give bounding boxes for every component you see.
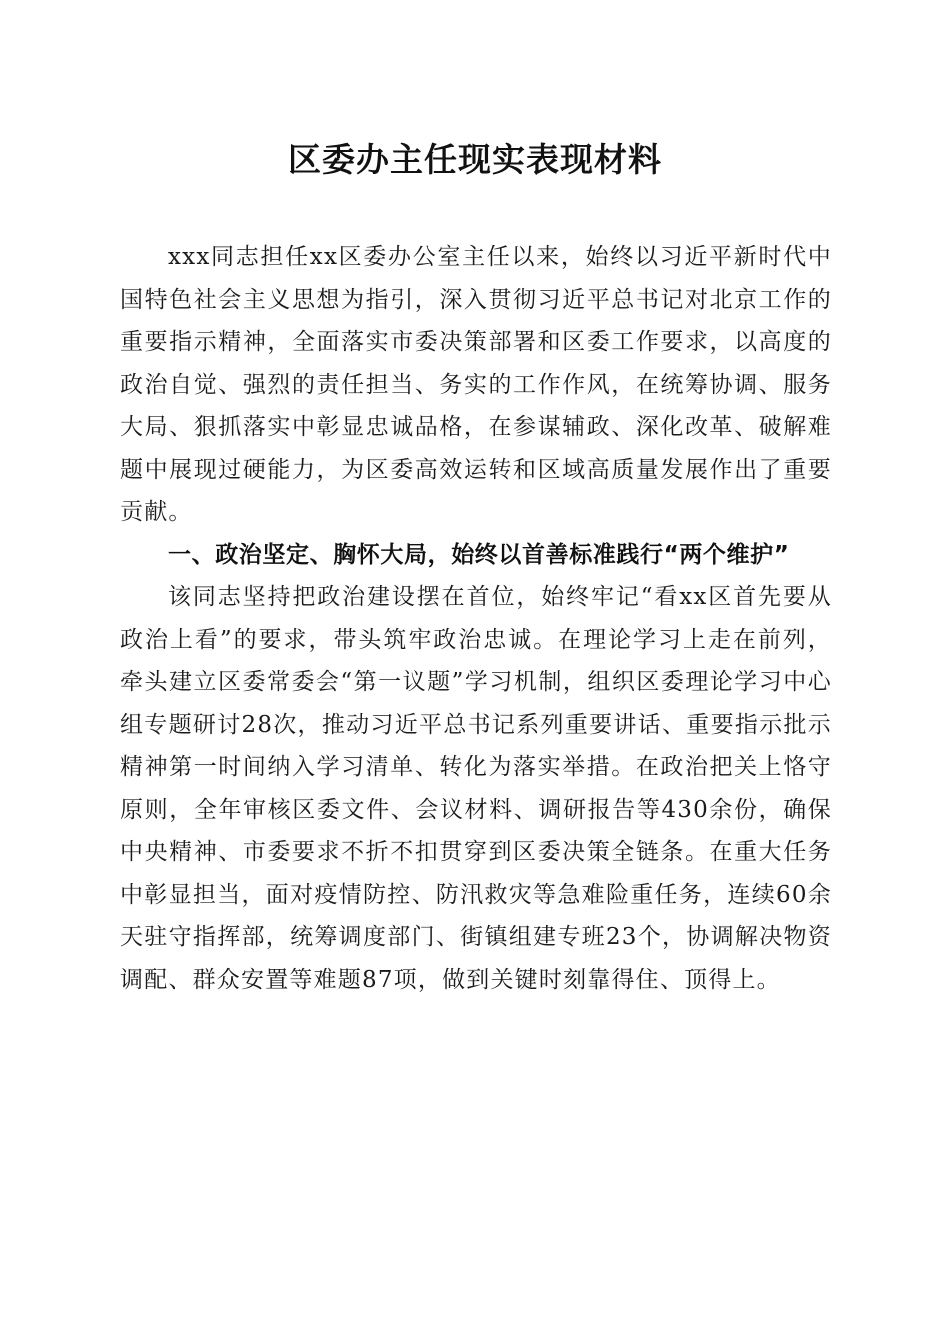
document-title: 区委办主任现实表现材料: [288, 140, 662, 179]
section-paragraph-1: 该同志坚持把政治建设摆在首位，始终牢记“看xx区首先要从政治上看”的要求，带头筑牢政治忠诚。在理论学习上走在前列，牵头建立区委常委会“第一议题”学习机制，组织区委理论学习中心组专题研讨28次，推动习近平总书记系列重要讲话、重要指示批示精神第一时间纳入学习清单、转化为落实举措。在政治把关上恪守原则，全年审核区委文件、会议材料、调研报告等430余份，确保中央精神、市委要求不折不扣贯穿到区委决策全链条。在重大任务中彰显担当，面对疫情防控、防汛救灾等急难险重任务，连续60余天驻守指挥部，统筹调度部门、街镇组建专班23个，协调解决物资调配、群众安置等难题87项，做到关键时刻靠得住、顶得上。: [120, 584, 832, 993]
intro-paragraph: xxx同志担任xx区委办公室主任以来，始终以习近平新时代中国特色社会主义思想为指引，深入贯彻习近平总书记对北京工作的重要指示精神，全面落实市委决策部署和区委工作要求，以高度的政治自觉、强烈的责任担当、务实的工作作风，在统筹协调、服务大局、狠抓落实中彰显忠诚品格，在参谋辅政、深化改革、破解难题中展现过硬能力，为区委高效运转和区域高质量发展作出了重要贡献。: [120, 244, 832, 525]
document-body: [120, 236, 832, 1001]
section-heading-1: 一、政治坚定、胸怀大局，始终以首善标准践行“两个维护”: [168, 541, 790, 568]
